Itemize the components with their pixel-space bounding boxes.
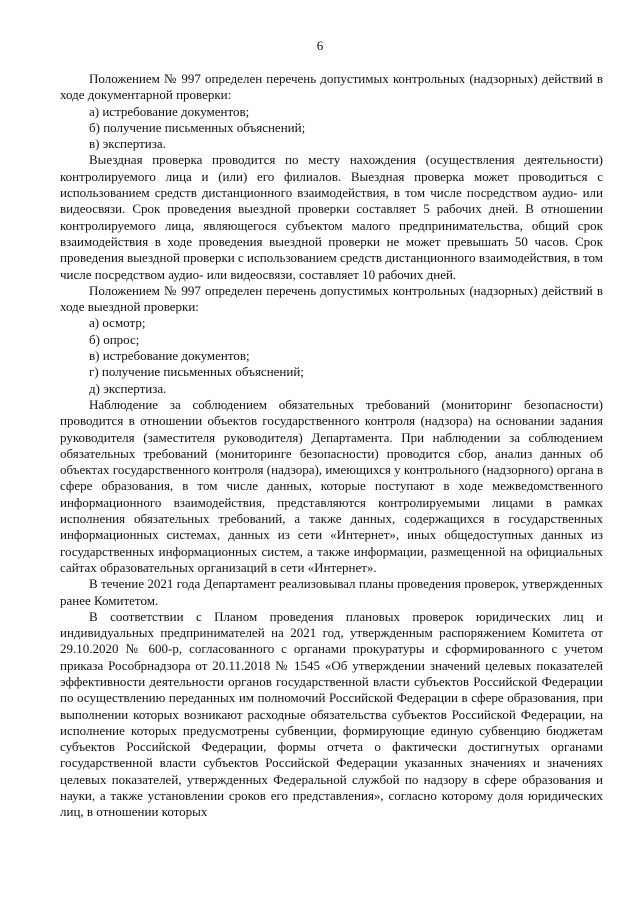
list-item: а) осмотр; <box>89 315 146 331</box>
list-item: б) получение письменных объяснений; <box>89 119 306 135</box>
paragraph: Наблюдение за соблюдением обязательных требований (мониторинг безопасности) проводится в отношении объектов государственного контроля (надзора) на основании задания руководителя (заместителя руководителя) Департамента. При наблюдении за соблюдением обязательных требований (мониторинге безопасности) проводится сбор, анализ данных об объектах государственного контроля (надзора), имеющихся у контрольного (надзорного) органа в сфере образования, в том числе данных, которые поступают в ходе межведомственного информационного взаимодействия, представляются контролируемыми лицами в рамках исполнения обязательных требований, а также данных, содержащихся в государственных информационных системах, данных из сети «Интернет», иных общедоступных данных из государственных информационных систем, а также информации, размещенной на официальных сайтах образовательных организаций в сети «Интернет». <box>60 396 603 575</box>
list-item: в) экспертиза. <box>89 136 166 152</box>
page-number: 6 <box>316 38 324 53</box>
document-body <box>60 71 603 821</box>
paragraph: Положением № 997 определен перечень допустимых контрольных (надзорных) действий в ходе выездной проверки: <box>60 282 603 315</box>
paragraph: Выездная проверка проводится по месту нахождения (осуществления деятельности) контролируемого лица и (или) его филиалов. Выездная проверка может проводиться с использованием средств дистанционного взаимодействия, в том числе посредством аудио- или видеосвязи. Срок проведения выездной проверки составляет 5 рабочих дней. В отношении контролируемого лица, являющегося субъектом малого предпринимательства, общий срок взаимодействия в ходе проведения выездной проверки не может превышать 50 часов. Срок проведения выездной проверки с использованием средств дистанционного взаимодействия, в том числе посредством аудио- или видеосвязи, составляет 10 рабочих дней. <box>60 152 603 282</box>
list-item: г) получение письменных объяснений; <box>89 364 304 380</box>
paragraph: В соответствии с Планом проведения плановых проверок юридических лиц и индивидуальных предпринимателей на 2021 год, утвержденным распоряжением Комитета от 29.10.2020 № 600-р, согласованного с органами прокуратуры и сформированного с учетом приказа Рособрнадзора от 20.11.2018 № 1545 «Об утверждении значений целевых показателей эффективности деятельности органов государственной власти субъектов Российской Федерации по осуществлению переданных им полномочий Российской Федерации в сфере образования, при выполнении которых возникают расходные обязательства субъектов Российской Федерации, на исполнение которых предусмотрены субвенции, формирующие единую субвенцию бюджетам субъектов Российской Федерации, формы отчета о фактически достигнутых органами государственной власти субъектов Российской Федерации указанных значениях и значениях целевых показателей, утвержденных Федеральной службой по надзору в сфере образования и науки, а также установлении сроков его представления», согласно которому доля юридических лиц, в отношении которых <box>60 608 603 820</box>
paragraph: В течение 2021 года Департамент реализовывал планы проведения проверок, утвержденных ранее Комитетом. <box>60 576 603 608</box>
list-item: б) опрос; <box>89 331 140 347</box>
list-item: в) истребование документов; <box>89 348 250 364</box>
list-item: а) истребование документов; <box>89 103 250 119</box>
paragraph: Положением № 997 определен перечень допустимых контрольных (надзорных) действий в ходе документарной проверки: <box>60 71 603 103</box>
list-item: д) экспертиза. <box>89 380 167 396</box>
